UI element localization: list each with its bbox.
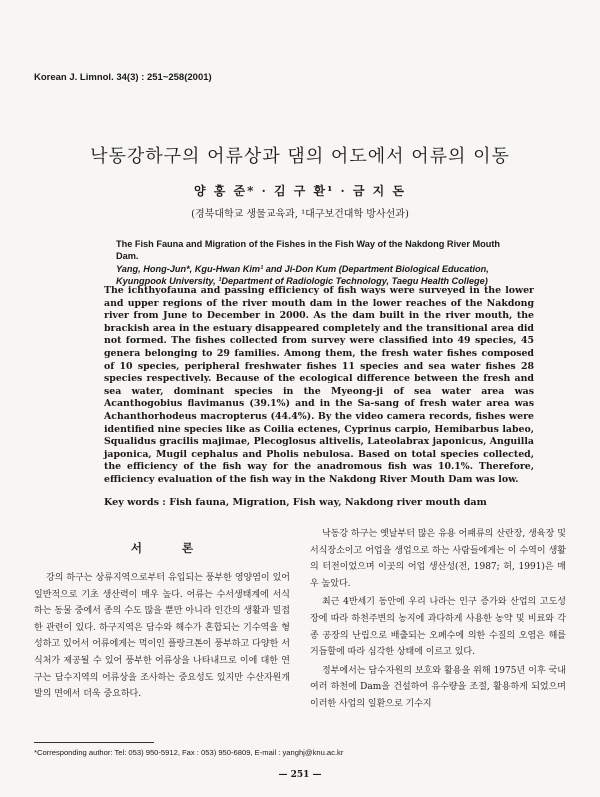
english-title: The Fish Fauna and Migration of the Fishes in the Fish Way of the Nakdong River Mouth Dam. (116, 239, 501, 262)
korean-title: 낙동강하구의 어류상과 댐의 어도에서 어류의 이동 (90, 146, 510, 167)
footnote-divider (34, 742, 154, 743)
keywords: Key words : Fish fauna, Migration, Fish way, Nakdong river mouth dam (104, 497, 487, 508)
english-title-block (116, 238, 520, 288)
body-paragraph: 최근 4반세기 동안에 우리 나라는 인구 증가와 산업의 고도성장에 따라 하천주변의 농지에 과다하게 사용한 농약 및 비료와 각종 공장의 난립으로 배출되는 오폐수에 의한 수질의 오염은 해를 거듭할에 따라 심각한 상태에 이르고 있다. (310, 597, 566, 658)
body-paragraph: 정부에서는 담수자원의 보호와 활용을 위해 1975년 이후 국내 여러 하천에 Dam을 건설하여 유수량을 조절, 활용하게 되었으며 이러한 사업의 일환으로 기수지 (310, 665, 566, 709)
english-authors: Yang, Hong-Jun*, Kgu-Hwan Kim¹ and Ji-Don Kum (Department Biological Education, Kyungpook University, ¹Department of Radiologic Technology, Taegu Health College) (116, 263, 489, 287)
intro-paragraph: 강의 하구는 상류지역으로부터 유입되는 풍부한 영양염이 있어 일반적으로 기초 생산력이 매우 높다. 어류는 수서생태계에 서식하는 동물 중에서 종의 수도 많을 뿐만 아니라 인간의 생활과 밀접한 관련이 있다. 하구지역은 담수와 해수가 혼합되는 기수역을 형성하고 있어서 어류에게는 먹이인 플랑크톤이 풍부하고 다양한 서식처가 제공될 수 있어 풍부한 어류상을 나타내므로 이에 대한 연구는 담수지역의 어류상을 조사하는 중요성도 있지만 수산자원개발의 면에서 더욱 중요하다. (34, 573, 290, 700)
left-column (34, 540, 290, 703)
section-heading: 서 론 (130, 541, 212, 555)
body-paragraph: 낙동강 하구는 옛날부터 많은 유용 어패류의 산란장, 생육장 및 서식장소이고 어업을 생업으로 하는 사람들에게는 이 수역이 생활의 터전이었으며 이곳의 어업 생산성(전, 1987; 허, 1991)은 매우 높았다. (310, 529, 566, 589)
right-column (310, 526, 566, 715)
korean-authors: 양 홍 준* · 김 구 환¹ · 금 지 돈 (194, 184, 406, 198)
page-number: — 251 — (278, 770, 322, 780)
korean-affiliation: (경북대학교 생물교육과, ¹대구보건대학 방사선과) (191, 209, 409, 220)
corresponding-author-footnote: *Corresponding author: Tel: 053) 950-5912, Fax : 053) 950-6809, E-mail : yanghj@knu.ac.kr (34, 748, 344, 757)
journal-citation: Korean J. Limnol. 34(3) : 251~258(2001) (34, 72, 212, 83)
abstract: The ichthyofauna and passing efficiency of fish ways were surveyed in the lower and upper regions of the river mouth dam in the lower reaches of the Nakdong river from June to December in 2000. As the dam built in the river mouth, the brackish area in the estuary disappeared completely and the transitional area did not formed. The fishes collected from survey were classified into 49 species, 45 genera belonging to 29 families. Among them, the fresh water fishes composed of 10 species, peripheral freshwater fishes 11 species and sea water fishes 28 species respectively. Because of the ecological difference between the fresh and sea water, dominant species in the Myeong-ji of sea water area was Acanthogobius flavimanus (39.1%) and in the Sa-sang of fresh water area was Achanthorhodeus macropterus (44.4%). By the video camera records, fishes were identified nine species like as Coilia ectenes, Cyprinus carpio, Hemibarbus labeo, Squalidus gracilis majimae, Plecoglosus altivelis, Lateolabrax japonicus, Anguilla japonica, Mugil cephalus and Pholis nebulosa. Based on total species collected, the efficiency of the fish way for the anadromous fish was 10.1%. Therefore, efficiency evaluation of the fish way in the Nakdong River Mouth Dam was low. (104, 285, 534, 485)
